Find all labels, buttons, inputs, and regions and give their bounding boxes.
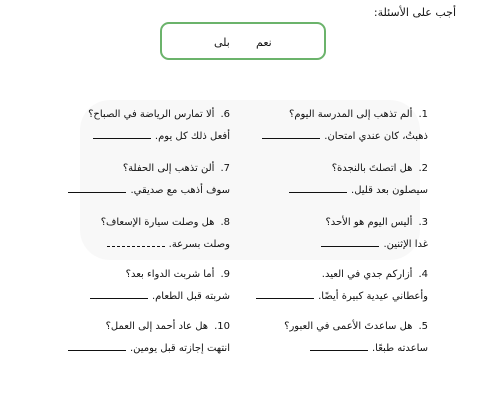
answer-text: أفعل ذلك كل يوم. [154, 131, 230, 142]
question-number: 4. [418, 269, 428, 280]
answer-blank[interactable] [68, 340, 126, 351]
answer-blank[interactable] [289, 182, 347, 193]
question-text: هل ساعدتَ الأعمى في العبور؟ [284, 321, 413, 332]
question-5 [228, 320, 428, 356]
question-text: ألن تذهب إلى الحفلة؟ [122, 163, 215, 174]
question-2 [228, 162, 428, 198]
question-text: هل اتصلتَ بالنجدة؟ [331, 163, 413, 174]
question-number: 9. [220, 269, 230, 280]
question-text: أليس اليوم هو الأحد؟ [325, 217, 413, 228]
answer-blank[interactable] [310, 340, 368, 351]
question-number: 6. [220, 109, 230, 120]
question-number: 10. [214, 321, 230, 332]
answer-text: غدا الإثنين. [383, 239, 428, 250]
question-text: ألم تذهب إلى المدرسة اليوم؟ [289, 109, 413, 120]
answer-text: انتهت إجازته قبل يومين. [129, 343, 230, 354]
answer-blank[interactable] [262, 128, 320, 139]
question-text: أما شربت الدواء بعد؟ [125, 269, 215, 280]
answer-text: سيصلون بعد قليل. [351, 185, 428, 196]
question-number: 3. [418, 217, 428, 228]
question-text: هل وصلت سيارة الإسعاف؟ [100, 217, 215, 228]
question-3 [228, 216, 428, 252]
question-number: 8. [220, 217, 230, 228]
question-text: ألا تمارس الرياضة في الصباح؟ [88, 109, 215, 120]
question-text: هل عاد أحمد إلى العمل؟ [105, 321, 209, 332]
question-8 [30, 216, 230, 252]
answer-blank[interactable] [90, 288, 148, 299]
question-9 [30, 268, 230, 304]
answer-blank[interactable] [321, 236, 379, 247]
answer-text: سوف أذهب مع صديقي. [130, 185, 230, 196]
word-bank-box [160, 22, 326, 60]
question-number: 2. [418, 163, 428, 174]
answer-text: شربته قبل الطعام. [151, 291, 230, 302]
answer-blank[interactable] [256, 288, 314, 299]
question-6 [30, 108, 230, 144]
answer-text: ذهبتُ، كان عندي امتحان. [324, 131, 428, 142]
answer-blank[interactable] [93, 128, 151, 139]
question-number: 7. [220, 163, 230, 174]
answer-blank[interactable] [68, 182, 126, 193]
question-4 [228, 268, 428, 304]
question-1 [228, 108, 428, 144]
word-bank-item-2: بلى [214, 36, 230, 49]
question-10 [30, 320, 230, 356]
instruction-text: أجب على الأسئلة: [373, 6, 456, 19]
answer-blank[interactable] [107, 236, 165, 247]
question-text: أزاركم جدي في العيد. [321, 269, 413, 280]
word-bank-item-1: نعم [256, 36, 272, 49]
question-number: 1. [418, 109, 428, 120]
answer-text: وأعطاني عيدية كبيرة أيضًا. [318, 291, 428, 302]
question-7 [30, 162, 230, 198]
question-number: 5. [418, 321, 428, 332]
answer-text: ساعدته طبعًا. [372, 343, 428, 354]
answer-text: وصلت بسرعة. [168, 239, 230, 250]
